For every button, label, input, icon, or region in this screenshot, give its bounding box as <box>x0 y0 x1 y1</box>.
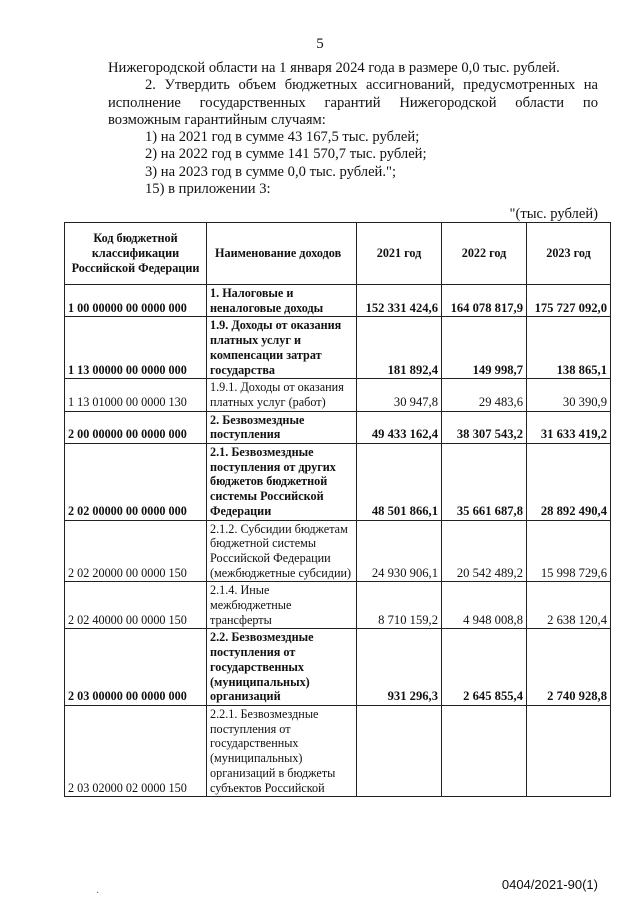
code-cell: 2 03 00000 00 0000 000 <box>65 629 207 706</box>
value-2023-cell: 175 727 092,0 <box>527 285 611 317</box>
value-2021-cell: 8 710 159,2 <box>357 582 442 629</box>
intro-text <box>108 60 598 198</box>
value-2021-cell: 30 947,8 <box>357 379 442 411</box>
value-2022-cell: 2 645 855,4 <box>442 629 527 706</box>
intro-item-3: 3) на 2023 год в сумме 0,0 тыс. рублей."; <box>145 163 397 180</box>
value-2021-cell: 24 930 906,1 <box>357 520 442 582</box>
value-2021-cell <box>357 705 442 796</box>
value-2022-cell: 38 307 543,2 <box>442 411 527 443</box>
value-2022-cell: 164 078 817,9 <box>442 285 527 317</box>
table-header-row <box>65 223 611 285</box>
table-body <box>65 285 611 797</box>
code-cell: 1 00 00000 00 0000 000 <box>65 285 207 317</box>
value-2021-cell: 152 331 424,6 <box>357 285 442 317</box>
code-cell: 2 02 00000 00 0000 000 <box>65 444 207 521</box>
header-name: Наименование доходов <box>207 223 357 285</box>
name-cell: 2.1.4. Иные межбюджетные трансферты <box>207 582 357 629</box>
intro-paragraph-2: 2. Утвердить объем бюджетных ассигнований, предусмотренных на исполнение государственных гарантий Нижегородской области по возможным гарантийным случаям: <box>108 77 598 128</box>
name-cell: 2.2.1. Безвозмездные поступления от государственных (муниципальных) организаций в бюджеты субъектов Российской <box>207 705 357 796</box>
value-2022-cell <box>442 705 527 796</box>
table-row <box>65 629 611 706</box>
value-2022-cell: 35 661 687,8 <box>442 444 527 521</box>
value-2022-cell: 4 948 008,8 <box>442 582 527 629</box>
name-cell: 2.2. Безвозмездные поступления от государственных (муниципальных) организаций <box>207 629 357 706</box>
value-2023-cell: 31 633 419,2 <box>527 411 611 443</box>
code-cell: 1 13 01000 00 0000 130 <box>65 379 207 411</box>
name-cell: 1.9. Доходы от оказания платных услуг и компенсации затрат государства <box>207 317 357 379</box>
value-2021-cell: 181 892,4 <box>357 317 442 379</box>
table-row <box>65 379 611 411</box>
name-cell: 2.1. Безвозмездные поступления от других бюджетов бюджетной системы Российской Федерации <box>207 444 357 521</box>
code-cell: 2 03 02000 02 0000 150 <box>65 705 207 796</box>
table-row <box>65 705 611 796</box>
value-2021-cell: 49 433 162,4 <box>357 411 442 443</box>
name-cell: 1.9.1. Доходы от оказания платных услуг (работ) <box>207 379 357 411</box>
value-2021-cell: 48 501 866,1 <box>357 444 442 521</box>
revenue-table <box>64 222 611 797</box>
table-row <box>65 582 611 629</box>
header-2021: 2021 год <box>357 223 442 285</box>
table-row <box>65 520 611 582</box>
code-cell: 2 00 00000 00 0000 000 <box>65 411 207 443</box>
units-label: "(тыс. рублей) <box>509 206 598 222</box>
name-cell: 1. Налоговые и неналоговые доходы <box>207 285 357 317</box>
value-2022-cell: 149 998,7 <box>442 317 527 379</box>
table-row <box>65 411 611 443</box>
header-2023: 2023 год <box>527 223 611 285</box>
document-code: 0404/2021-90(1) <box>501 877 598 892</box>
value-2023-cell: 2 740 928,8 <box>527 629 611 706</box>
table-row <box>65 444 611 521</box>
header-code: Код бюджетной классификации Российской Федерации <box>65 223 207 285</box>
code-cell: 1 13 00000 00 0000 000 <box>65 317 207 379</box>
value-2023-cell: 138 865,1 <box>527 317 611 379</box>
table-row <box>65 317 611 379</box>
intro-item-1: 1) на 2021 год в сумме 43 167,5 тыс. рублей; <box>145 129 420 146</box>
value-2023-cell <box>527 705 611 796</box>
header-2022: 2022 год <box>442 223 527 285</box>
intro-item-2: 2) на 2022 год в сумме 141 570,7 тыс. рублей; <box>145 146 427 163</box>
page-number: 5 <box>316 36 324 52</box>
value-2021-cell: 931 296,3 <box>357 629 442 706</box>
value-2023-cell: 15 998 729,6 <box>527 520 611 582</box>
value-2023-cell: 30 390,9 <box>527 379 611 411</box>
code-cell: 2 02 40000 00 0000 150 <box>65 582 207 629</box>
intro-item-15: 15) в приложении 3: <box>145 181 271 198</box>
scan-mark: · <box>96 888 100 899</box>
table-row <box>65 285 611 317</box>
value-2023-cell: 2 638 120,4 <box>527 582 611 629</box>
value-2022-cell: 29 483,6 <box>442 379 527 411</box>
intro-line-1: Нижегородской области на 1 января 2024 года в размере 0,0 тыс. рублей. <box>108 60 560 76</box>
value-2023-cell: 28 892 490,4 <box>527 444 611 521</box>
name-cell: 2.1.2. Субсидии бюджетам бюджетной системы Российской Федерации (межбюджетные субсидии) <box>207 520 357 582</box>
name-cell: 2. Безвозмездные поступления <box>207 411 357 443</box>
value-2022-cell: 20 542 489,2 <box>442 520 527 582</box>
code-cell: 2 02 20000 00 0000 150 <box>65 520 207 582</box>
